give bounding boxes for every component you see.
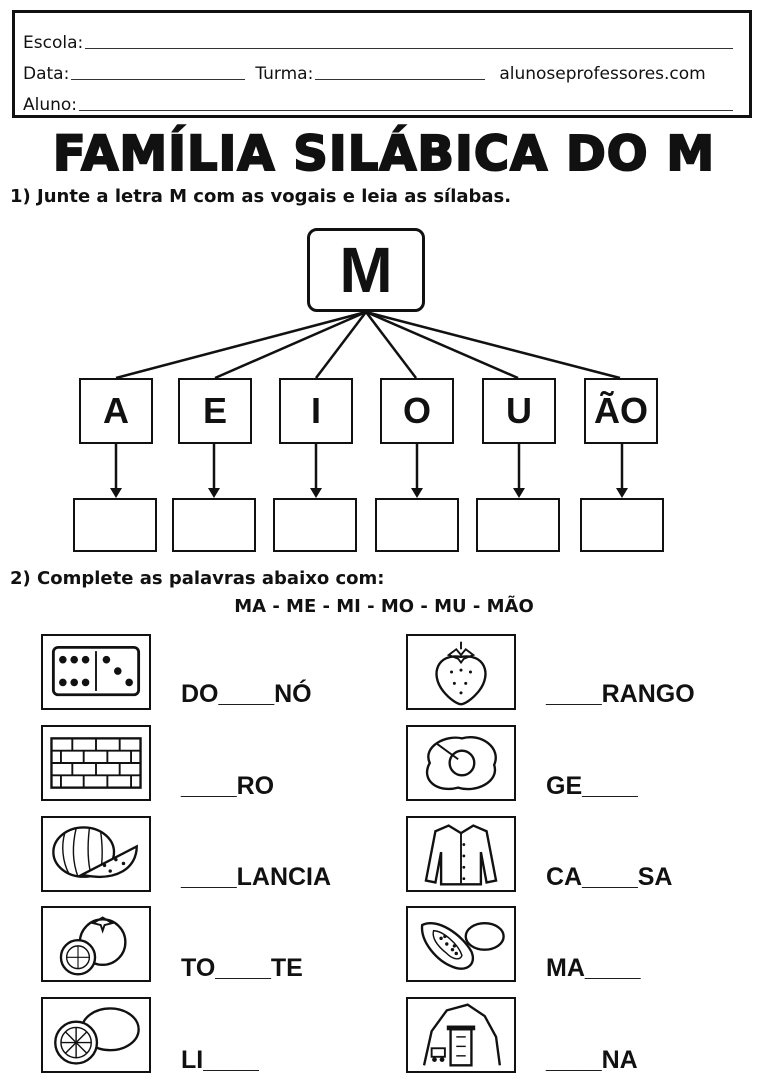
vowel-box-u: U: [482, 378, 556, 444]
escola-field[interactable]: [85, 48, 733, 49]
turma-field[interactable]: [315, 79, 485, 80]
student-info-header: [12, 10, 752, 118]
answer-box-mi[interactable]: [273, 498, 357, 552]
vowel-box-a: A: [79, 378, 153, 444]
site-url: alunoseprofessores.com: [499, 64, 706, 84]
vowel-box-ao: ÃO: [584, 378, 658, 444]
data-label: Data:: [23, 64, 70, 84]
escola-label: Escola:: [23, 33, 84, 53]
word-melancia: ____LANCIA: [181, 863, 332, 891]
strawberry-icon: [406, 634, 516, 710]
turma-label: Turma:: [255, 64, 314, 84]
shirt-icon: [406, 816, 516, 892]
vowel-box-e: E: [178, 378, 252, 444]
answer-box-mo[interactable]: [375, 498, 459, 552]
data-turma-row: [23, 58, 739, 84]
lemon-icon: [41, 997, 151, 1073]
watermelon-icon: [41, 816, 151, 892]
data-field[interactable]: [71, 79, 245, 80]
fried-egg-icon: [406, 725, 516, 801]
word-mina: ____NA: [546, 1046, 638, 1074]
word-limao: LI____: [181, 1046, 259, 1074]
word-camisa: CA____SA: [546, 863, 673, 891]
escola-row: [23, 27, 739, 53]
domino-icon: [41, 634, 151, 710]
answer-box-me[interactable]: [172, 498, 256, 552]
aluno-field[interactable]: [79, 110, 733, 111]
word-muro: ____RO: [181, 772, 275, 800]
syllable-list: MA - ME - MI - MO - MU - MÃO: [234, 596, 534, 617]
aluno-label: Aluno:: [23, 95, 78, 115]
vowel-box-i: I: [279, 378, 353, 444]
aluno-row: [23, 89, 739, 115]
mine-icon: [406, 997, 516, 1073]
vowel-box-o: O: [380, 378, 454, 444]
word-gema: GE____: [546, 772, 638, 800]
answer-box-mu[interactable]: [476, 498, 560, 552]
word-domino: DO____NÓ: [181, 680, 312, 708]
word-mamao: MA____: [546, 954, 641, 982]
page-title: FAMÍLIA SILÁBICA DO M: [52, 126, 716, 182]
tomato-icon: [41, 906, 151, 982]
answer-box-mao[interactable]: [580, 498, 664, 552]
answer-box-ma[interactable]: [73, 498, 157, 552]
question-2: 2) Complete as palavras abaixo com:: [10, 568, 385, 589]
papaya-icon: [406, 906, 516, 982]
word-morango: ____RANGO: [546, 680, 695, 708]
word-tomate: TO____TE: [181, 954, 303, 982]
letter-m-box: M: [307, 228, 425, 312]
brick-wall-icon: [41, 725, 151, 801]
question-1: 1) Junte a letra M com as vogais e leia as sílabas.: [10, 186, 512, 207]
